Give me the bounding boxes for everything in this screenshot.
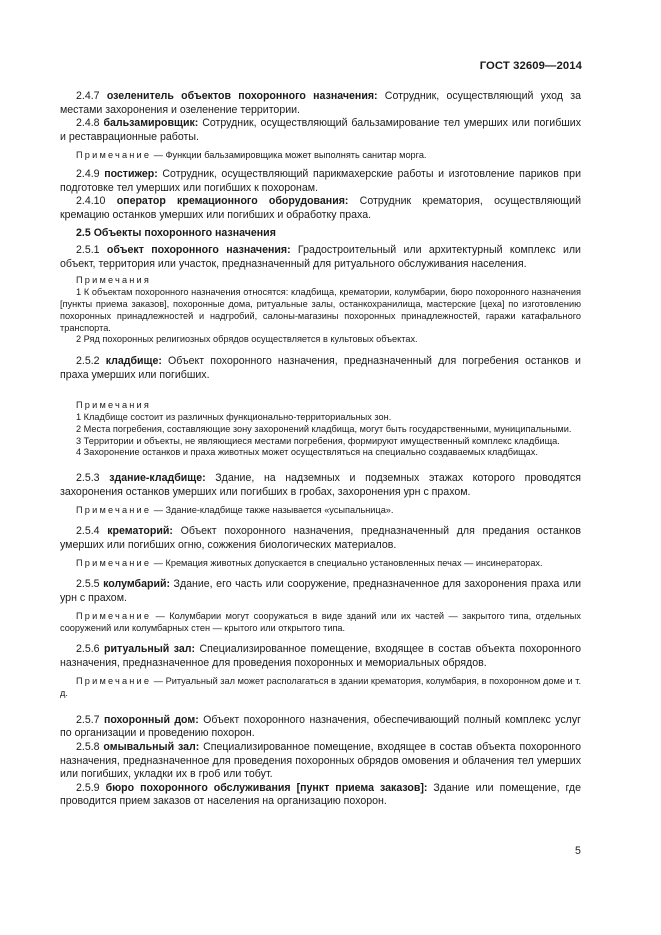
note-2-5-6: [60, 676, 581, 700]
note-text: Кремация животных допускается в специально установленных печах — инсинераторах.: [165, 558, 543, 569]
note-dash: —: [151, 150, 166, 161]
term-title: объект похоронного назначения:: [106, 244, 291, 257]
standard-header: ГОСТ 32609—2014: [479, 60, 582, 72]
note-label: Примечание: [76, 505, 152, 516]
term-2-5-5: [60, 578, 581, 605]
note-2-5-2-2: 2 Места погребения, составляющие зону захоронений кладбища, могут быть государственными, муниципальными.: [76, 423, 572, 434]
term-title: постижер:: [104, 168, 158, 181]
term-number: 2.4.7: [76, 90, 100, 102]
term-title: озеленитель объектов похоронного назначения:: [106, 90, 378, 102]
term-number: 2.4.8: [76, 117, 100, 130]
term-number: 2.5.4: [76, 525, 100, 538]
term-definition: Здание или помещение, где проводится прием заказов от населения на организацию похорон.: [60, 781, 581, 808]
term-number: 2.4.9: [76, 168, 100, 181]
term-title: крематорий:: [107, 525, 173, 538]
note-text: Функции бальзамировщика может выполнять санитар морга.: [165, 150, 427, 161]
term-2-5-4: [60, 525, 581, 552]
term-number: 2.5.8: [76, 741, 100, 753]
note-2-5-3: [60, 505, 581, 517]
term-title: бальзамировщик:: [103, 117, 199, 130]
page-number: 5: [575, 845, 581, 857]
term-number: 2.5.2: [76, 355, 100, 368]
term-definition: Объект похоронного назначения, обеспечивающий полный комплекс услуг по организации и проведению похорон.: [60, 713, 581, 740]
notes-title-2-5-2: Примечания: [76, 400, 152, 411]
term-2-5-2: [60, 355, 581, 382]
term-title: колумбарий:: [103, 578, 170, 591]
term-number: 2.5.5: [76, 578, 100, 591]
note-label: Примечание: [76, 676, 152, 687]
note-dash: —: [151, 558, 166, 569]
term-definition: Градостроительный или архитектурный комплекс или объект, территория или участок, предназначенный для ритуального обслуживания населения.: [60, 244, 581, 270]
term-title: похоронный дом:: [103, 713, 199, 726]
note-2-4-8: [60, 150, 581, 162]
term-definition: Объект похоронного назначения, предназначенный для погребения останков и праха умерших или погибших.: [60, 355, 581, 381]
note-2-5-5: [60, 611, 581, 635]
term-2-5-8: [60, 741, 581, 782]
term-title: кладбище:: [105, 355, 162, 368]
document-body: [60, 90, 581, 813]
note-text: Ритуальный зал может располагаться в здании крематория, колумбария, в похоронном доме и т. д.: [60, 676, 582, 699]
term-definition: Сотрудник, осуществляющий уход за местами захоронения и озеленение территории.: [60, 90, 581, 116]
term-title: бюро похоронного обслуживания [пункт приема заказов]:: [105, 781, 428, 794]
note-2-5-4: [60, 558, 581, 570]
section-number: 2.5: [76, 226, 91, 239]
note-label: Примечание: [76, 611, 152, 622]
note-text: Колумбарии могут сооружаться в виде зданий или их частей — закрытого типа, отдельных сооружений или колумбарных стен — крытого или открытого типа.: [60, 611, 582, 634]
term-2-5-9: [60, 782, 581, 809]
notes-title-2-5-1: Примечания: [76, 275, 152, 286]
term-definition: Сотрудник крематория, осуществляющий кремацию останков умерших или погибших и обработку праха.: [60, 195, 581, 221]
term-number: 2.5.7: [76, 713, 100, 726]
term-2-5-7: [60, 714, 581, 741]
term-title: ритуальный зал:: [104, 643, 196, 656]
note-2-5-1-2: 2 Ряд похоронных религиозных обрядов осуществляется в культовых объектах.: [76, 334, 418, 345]
term-definition: Специализированное помещение, входящее в состав объекта похоронного назначения, предназначенное для проведения похоронных обрядов омовения и облачения тел умерших или погибших, укладки их в гроб или тобут.: [60, 741, 581, 781]
term-number: 2.5.1: [76, 244, 100, 257]
section-title: Объекты похоронного назначения: [93, 226, 276, 239]
term-definition: Объект похоронного назначения, предназначенный для предания останков умерших или погибших огню, сожжения биологических материалов.: [60, 525, 581, 551]
note-2-5-2-1: 1 Кладбище состоит из различных функционально-территориальных зон.: [76, 412, 392, 423]
term-title: омывальный зал:: [103, 741, 200, 753]
note-2-5-2-3: 3 Территории и объекты, не являющиеся местами погребения, формируют имущественный комплекс кладбища.: [76, 435, 560, 446]
term-definition: Специализированное помещение, входящее в состав объекта похоронного назначения, предназначенное для проведения похоронных и мемориальных обрядов.: [60, 643, 582, 669]
term-number: 2.5.9: [76, 781, 100, 794]
term-definition: Здание, на надземных и подземных этажах которого проводятся захоронения останков умерших или погибших в гробах, захоронения урн с прахом.: [60, 472, 582, 498]
note-label: Примечание: [76, 150, 152, 161]
term-2-5-3: [60, 472, 581, 499]
note-2-5-1-1: 1 К объектам похоронного назначения относятся: кладбища, крематории, колумбарии, бюро похоронного назначения [пункты приема заказов], похоронные дома, ритуальные залы, останкохранилища, мастерские [цеха] по изготовлению похоронных принадлежностей и надгробий, салоны-магазины похоронных принадлежностей, гаражи катафального транспорта.: [60, 287, 581, 333]
term-number: 2.5.3: [76, 472, 100, 485]
term-2-5-6: [60, 643, 581, 670]
section-2-5-heading: [60, 227, 581, 241]
term-definition: Сотрудник, осуществляющий бальзамирование тел умерших или погибших и реставрационные работы.: [60, 117, 581, 143]
term-definition: Сотрудник, осуществляющий парикмахерские работы и изготовление париков при подготовке тел умерших или погибших к похоронам.: [60, 168, 581, 194]
term-title: здание-кладбище:: [109, 472, 206, 485]
term-2-5-1: [60, 244, 581, 271]
term-2-4-9: [60, 168, 581, 195]
term-definition: Здание, его часть или сооружение, предназначенное для захоронения праха или урн с прахом.: [60, 578, 581, 604]
note-dash: —: [151, 611, 170, 622]
note-2-5-2-4: 4 Захоронение останков и праха животных может осуществляться на специально создаваемых кладбищах.: [76, 447, 538, 458]
note-dash: —: [151, 505, 166, 516]
note-label: Примечание: [76, 558, 152, 569]
note-dash: —: [151, 676, 166, 687]
term-number: 2.4.10: [76, 195, 106, 208]
term-2-4-10: [60, 195, 581, 222]
term-title: оператор кремационного оборудования:: [116, 195, 349, 208]
term-number: 2.5.6: [76, 643, 100, 656]
term-2-4-8: [60, 117, 581, 144]
note-text: Здание-кладбище также называется «усыпальница».: [165, 505, 394, 516]
term-2-4-7: [60, 90, 581, 117]
